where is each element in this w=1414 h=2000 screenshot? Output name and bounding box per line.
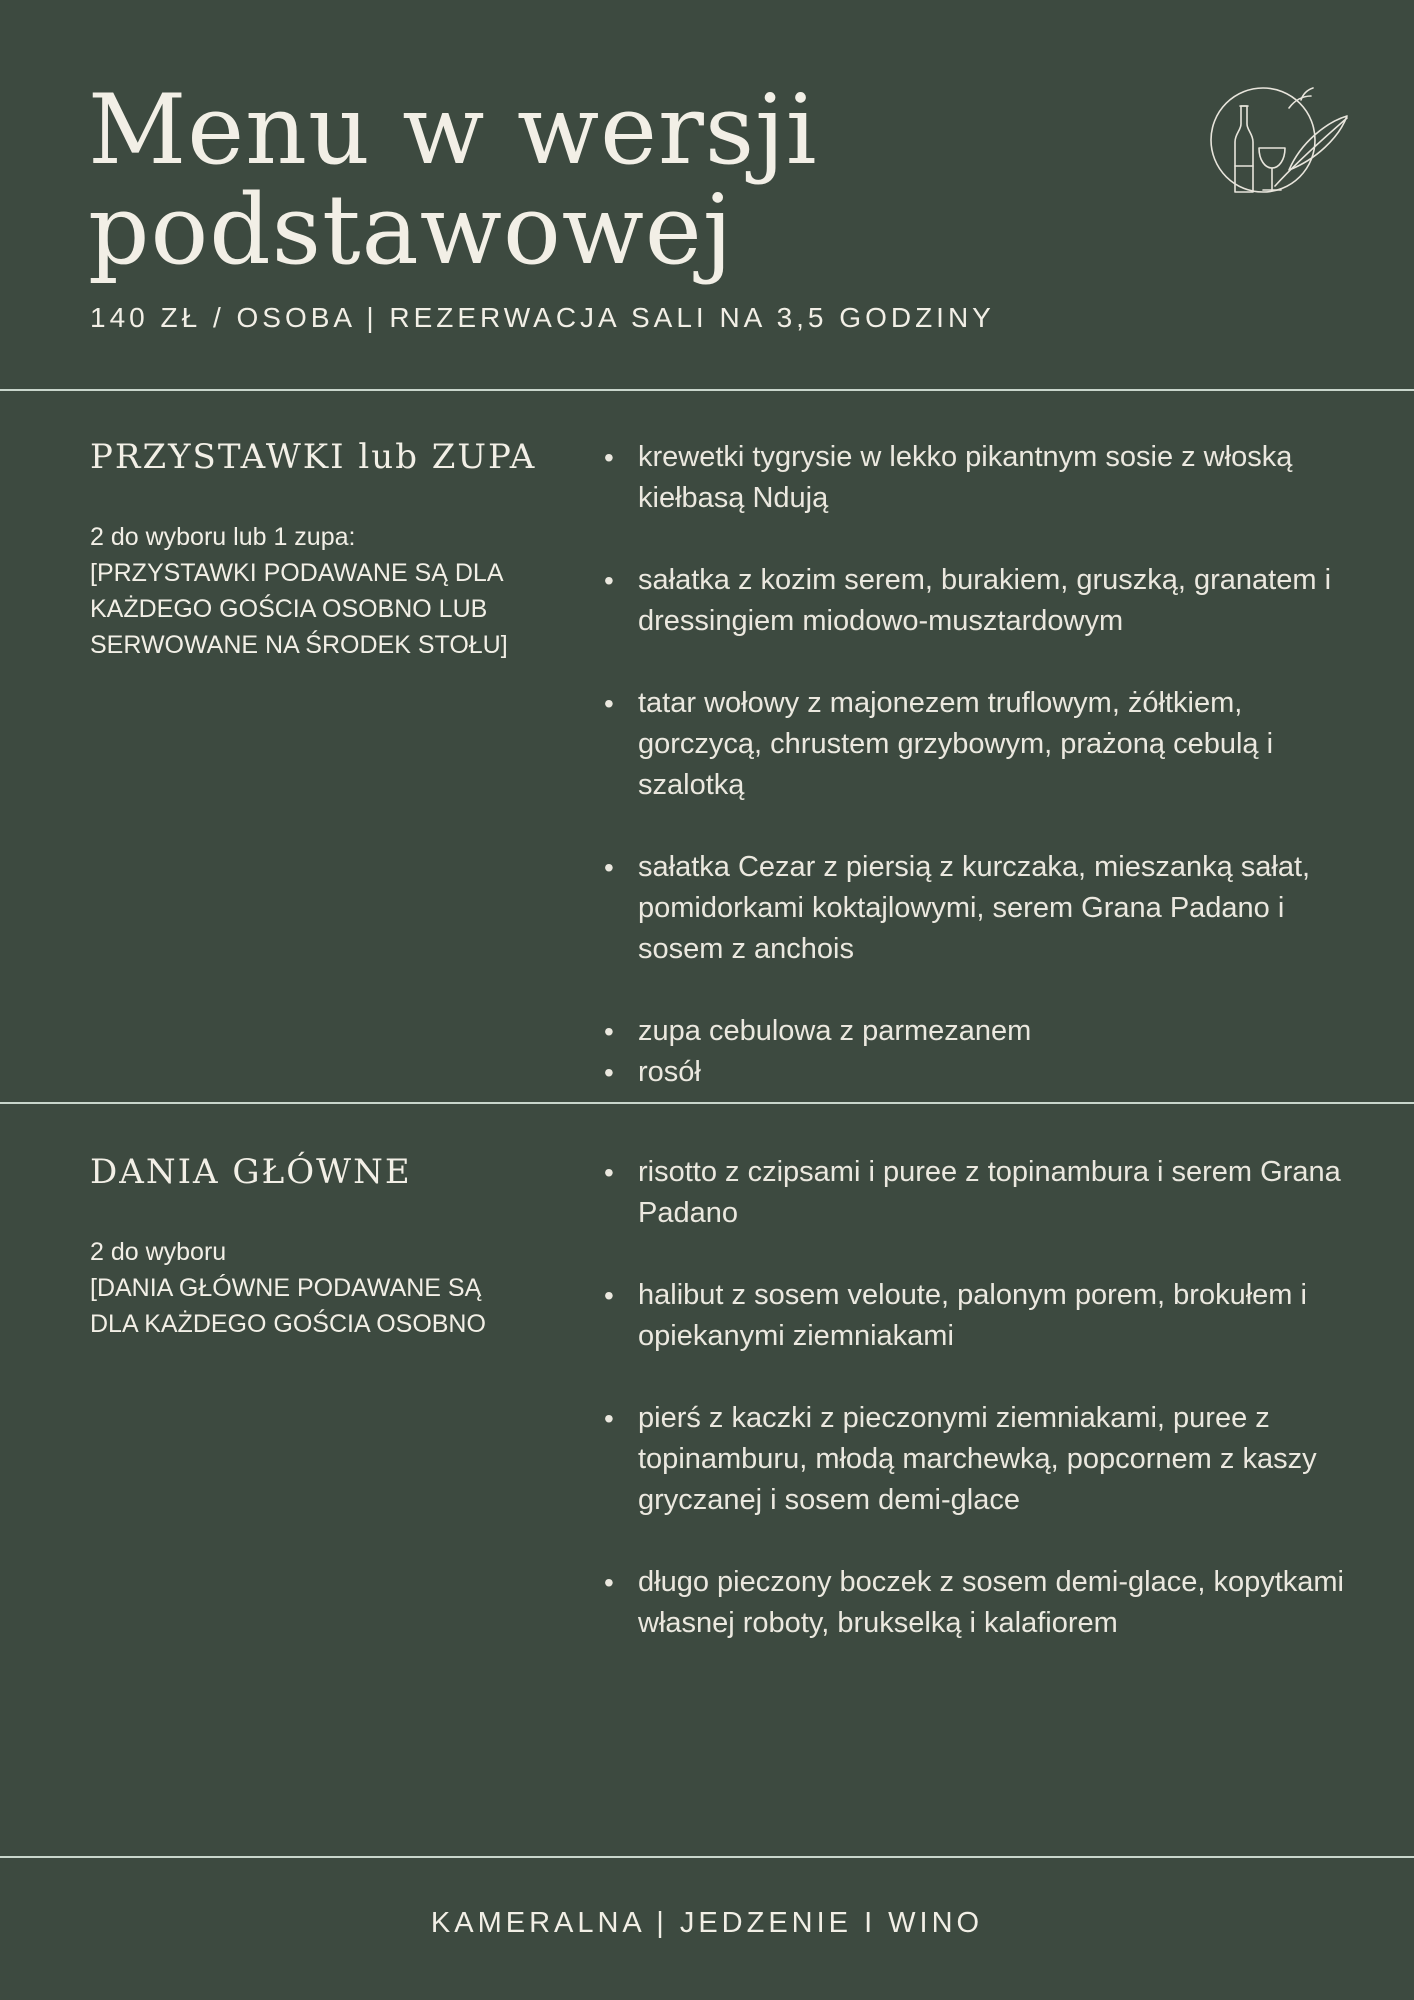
mains-list	[604, 1152, 1364, 1644]
wine-bottle-glass-leaf-icon	[1205, 82, 1355, 202]
mains-note-line: DLA KAŻDEGO GOŚCIA OSOBNO	[90, 1310, 486, 1338]
list-item: • długo pieczony boczek z sosem demi-glace, kopytkami własnej roboty, brukselką i kalafiorem	[604, 1562, 1364, 1644]
footer-tagline: KAMERALNA | JEDZENIE I WINO	[430, 1907, 984, 1939]
mains-note	[90, 1234, 530, 1342]
section-title-mains: DANIA GŁÓWNE	[90, 1152, 412, 1192]
starters-note-line: 2 do wyboru lub 1 zupa:	[90, 523, 356, 551]
list-item: • halibut z sosem veloute, palonym porem, brokułem i opiekanymi ziemniakami	[604, 1275, 1364, 1357]
footer-divider	[0, 1856, 1414, 1858]
list-item: • zupa cebulowa z parmezanem	[604, 1011, 1364, 1052]
starters-list	[604, 437, 1364, 1093]
starters-note	[90, 519, 530, 663]
section-title-starters: PRZYSTAWKI lub ZUPA	[90, 437, 537, 477]
list-item: • sałatka z kozim serem, burakiem, gruszką, granatem i dressingiem miodowo-musztardowym	[604, 560, 1364, 642]
starters-note-line: [PRZYSTAWKI PODAWANE SĄ DLA	[90, 559, 504, 587]
list-item: • krewetki tygrysie w lekko pikantnym sosie z włoską kiełbasą Ndują	[604, 437, 1364, 519]
mains-note-line: 2 do wyboru	[90, 1238, 227, 1266]
list-item: • risotto z czipsami i puree z topinambura i serem Grana Padano	[604, 1152, 1364, 1234]
price-subtitle: 140 ZŁ / OSOBA | REZERWACJA SALI NA 3,5 GODZINY	[90, 302, 995, 333]
title-line-2: podstawowej	[88, 174, 734, 286]
list-item: • pierś z kaczki z pieczonymi ziemniakami, puree z topinamburu, młodą marchewką, popcornem z kaszy gryczanej i sosem demi-glace	[604, 1398, 1364, 1521]
list-item: • sałatka Cezar z piersią z kurczaka, mieszanką sałat, pomidorkami koktajlowymi, serem Grana Padano i sosem z anchois	[604, 847, 1364, 970]
starters-note-line: KAŻDEGO GOŚCIA OSOBNO LUB	[90, 595, 488, 623]
mains-section	[0, 1104, 1414, 1856]
list-item: • tatar wołowy z majonezem truflowym, żółtkiem, gorczycą, chrustem grzybowym, prażoną cebulą i szalotką	[604, 683, 1364, 806]
page-title	[88, 74, 988, 286]
mains-note-line: [DANIA GŁÓWNE PODAWANE SĄ	[90, 1274, 482, 1302]
menu-header	[0, 0, 1414, 390]
starters-section	[0, 391, 1414, 1103]
list-item: • rosół	[604, 1052, 1364, 1093]
title-line-1: Menu w wersji	[88, 74, 818, 186]
starters-note-line: SERWOWANE NA ŚRODEK STOŁU]	[90, 631, 508, 659]
